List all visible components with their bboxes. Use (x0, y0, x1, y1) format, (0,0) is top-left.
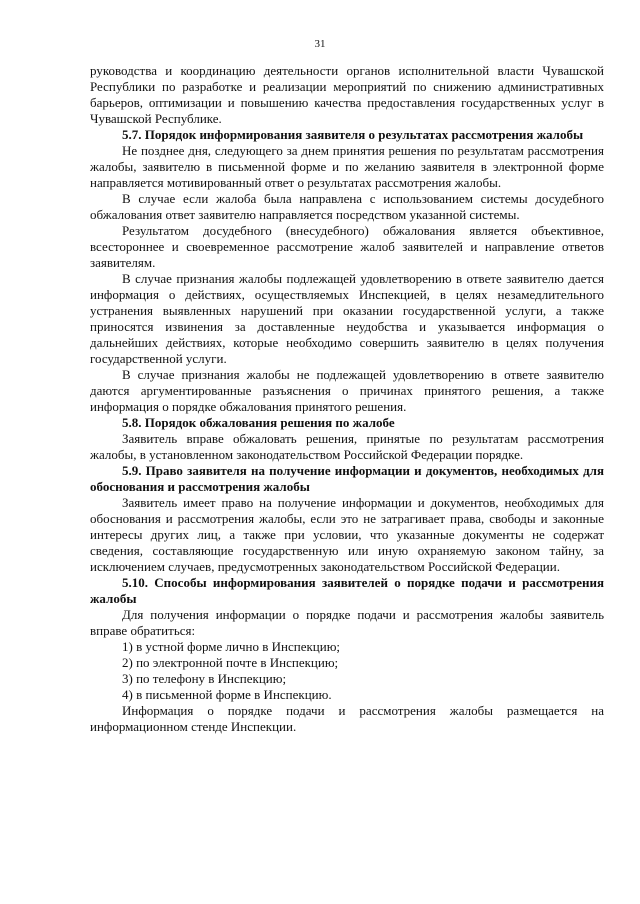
section-heading-5-8: 5.8. Порядок обжалования решения по жалобе (122, 415, 395, 430)
list-item: 3) по телефону в Инспекцию; (122, 671, 287, 686)
paragraph: Для получения информации о порядке подачи и рассмотрения жалобы заявитель вправе обратиться: (90, 607, 604, 638)
page-number: 31 (314, 38, 326, 50)
section-heading-5-9: 5.9. Право заявителя на получение информации и документов, необходимых для обоснования и рассмотрения жалобы (90, 463, 604, 494)
paragraph: В случае если жалоба была направлена с использованием системы досудебного обжалования ответ заявителю направляется посредством указанной системы. (90, 191, 604, 222)
paragraph: Результатом досудебного (внесудебного) обжалования является объективное, всестороннее и своевременное рассмотрение жалоб заявителей и направление ответов заявителям. (90, 223, 604, 270)
paragraph: Не позднее дня, следующего за днем принятия решения по результатам рассмотрения жалобы, заявителю в письменной форме и по желанию заявителя в электронной форме направляется мотивированный ответ о результатах рассмотрения жалобы. (90, 143, 604, 190)
section-heading-5-10: 5.10. Способы информирования заявителей о порядке подачи и рассмотрения жалобы (90, 575, 604, 606)
paragraph: Заявитель вправе обжаловать решения, принятые по результатам рассмотрения жалобы, в установленном законодательством Российской Федерации порядке. (90, 431, 604, 462)
list-item: 1) в устной форме лично в Инспекцию; (122, 639, 341, 654)
paragraph-continuation: руководства и координацию деятельности органов исполнительной власти Чувашской Республики по разработке и реализации мероприятий по снижению административных барьеров, оптимизации и повышению качества предоставления государственных услуг в Чувашской Республике. (90, 63, 604, 126)
paragraph: Заявитель имеет право на получение информации и документов, необходимых для обоснования и рассмотрения жалобы, если это не затрагивает права, свободы и законные интересы других лиц, а также при условии, что указанные документы не содержат сведения, составляющие государственную или иную охраняемую законом тайну, за исключением случаев, предусмотренных законодательством Российской Федерации. (90, 495, 604, 574)
paragraph: Информация о порядке подачи и рассмотрения жалобы размещается на информационном стенде Инспекции. (90, 703, 604, 734)
section-heading-5-7: 5.7. Порядок информирования заявителя о результатах рассмотрения жалобы (122, 127, 584, 142)
list-item: 4) в письменной форме в Инспекцию. (122, 687, 332, 702)
paragraph: В случае признания жалобы подлежащей удовлетворению в ответе заявителю дается информация о действиях, осуществляемых Инспекцией, в целях незамедлительного устранения выявленных нарушений при оказании государственной услуги, а также приносятся извинения за доставленные неудобства и указывается информация о дальнейших действиях, которые необходимо совершить заявителю в целях получения государственной услуги. (90, 271, 604, 366)
paragraph: В случае признания жалобы не подлежащей удовлетворению в ответе заявителю даются аргументированные разъяснения о причинах принятого решения, а также информация о порядке обжалования принятого решения. (90, 367, 604, 414)
document-body (90, 63, 604, 735)
list-item: 2) по электронной почте в Инспекцию; (122, 655, 339, 670)
